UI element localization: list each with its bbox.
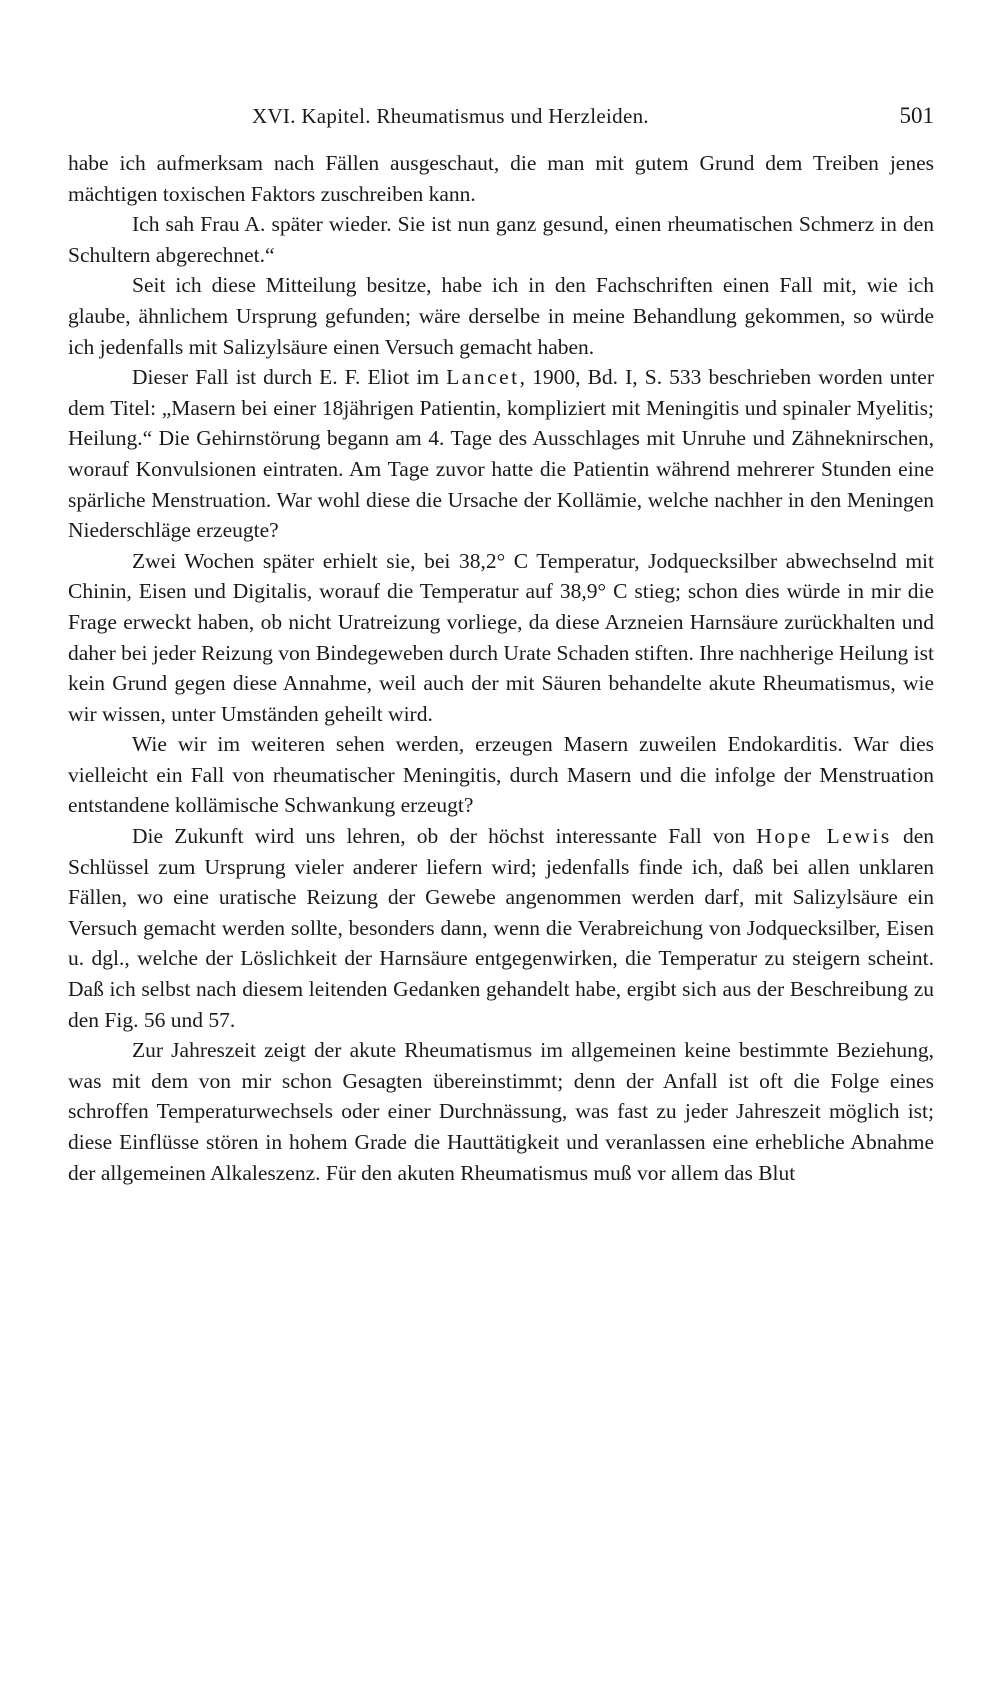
text-segment: Ich sah Frau A. später wieder. Sie ist nun ganz gesund, einen rheumatischen Schmerz in den Schultern abgerechnet.“ (68, 212, 934, 267)
chapter-title: XVI. Kapitel. Rheumatismus und Herzleiden. (252, 104, 649, 128)
text-segment: den Schlüssel zum Ursprung vieler anderer liefern wird; jedenfalls finde ich, daß bei allen unklaren Fällen, wo eine uratische Reizung der Gewebe angenommen werden darf, mit Salizylsäure ein Versuch gemacht werden sollte, besonders dann, wenn die Verabreichung von Jodquecksilber, Eisen u. dgl., welche der Löslichkeit der Harnsäure entgegenwirken, die Temperatur zu steigern scheint. Daß ich selbst nach diesem leitenden Gedanken gehandelt habe, ergibt sich aus der Beschreibung zu den Fig. 56 und 57. (68, 824, 934, 1032)
text-segment: habe ich aufmerksam nach Fällen ausgeschaut, die man mit gutem Grund dem Treiben jenes mächtigen toxischen Faktors zuschreiben kann. (68, 151, 934, 206)
text-segment: im (409, 365, 447, 390)
paragraph-1 (68, 148, 934, 209)
text-segment: Die Zukunft wird uns lehren, ob der höchst interessante Fall von (132, 824, 757, 849)
book-page (68, 96, 934, 1188)
text-segment: , 1900, Bd. I, S. 533 beschrieben worden unter dem Titel: „Masern bei einer 18jährigen Patientin, kompliziert mit Meningitis und spinaler Myelitis; Heilung.“ Die Gehirnstörung begann am 4. Tage des Ausschlages mit Unruhe und Zähneknirschen, worauf Konvulsionen eintraten. Am Tage zuvor hatte die Patientin während mehrerer Stunden eine spärliche Menstruation. War wohl diese die Ursache der Kollämie, welche nachher in den Meningen Niederschläge erzeugte? (68, 365, 934, 543)
page-number: 501 (899, 103, 934, 128)
paragraph-5 (68, 546, 934, 730)
paragraph-3 (68, 270, 934, 362)
text-segment: Wie wir im weiteren sehen werden, erzeugen Masern zuweilen Endokarditis. War dies vielleicht ein Fall von rheumatischer Meningitis, durch Masern und die infolge der Menstruation entstandene kollämische Schwankung erzeugt? (68, 732, 934, 818)
paragraph-6 (68, 729, 934, 821)
journal-name: Lancet (446, 365, 520, 390)
paragraph-4 (68, 362, 934, 546)
paragraph-2 (68, 209, 934, 270)
paragraph-8 (68, 1035, 934, 1188)
running-header (68, 96, 934, 136)
text-segment: Seit ich diese Mitteilung besitze, habe ich in den Fachschriften einen Fall mit, wie ich glaube, ähnlichem Ursprung gefunden; wäre derselbe in meine Behandlung gekommen, so würde ich jedenfalls mit Salizylsäure einen Versuch gemacht haben. (68, 273, 934, 359)
paragraph-7 (68, 821, 934, 1035)
author-name: E. F. Eliot (319, 365, 410, 390)
text-segment: Zwei Wochen später erhielt sie, bei 38,2° C Temperatur, Jodquecksilber abwechselnd mit Chinin, Eisen und Digitalis, worauf die Temperatur auf 38,9° C stieg; schon dies würde in mir die Frage erweckt haben, ob nicht Uratreizung vorliege, da diese Arzneien Harnsäure zurückhalten und daher bei jeder Reizung von Bindegeweben durch Urate Schaden stiften. Ihre nachherige Heilung ist kein Grund gegen diese Annahme, weil auch der mit Säuren behandelte akute Rheumatismus, wie wir wissen, unter Umständen geheilt wird. (68, 548, 934, 726)
text-segment: Dieser Fall ist durch (132, 365, 320, 390)
author-name: Hope Lewis (756, 824, 892, 849)
body-text (68, 148, 934, 1188)
text-segment: Zur Jahreszeit zeigt der akute Rheumatismus im allgemeinen keine bestimmte Beziehung, was mit dem von mir schon Gesagten übereinstimmt; denn der Anfall ist oft die Folge eines schroffen Temperaturwechsels oder einer Durchnässung, was fast zu jeder Jahreszeit möglich ist; diese Einflüsse stören in hohem Grade die Hauttätigkeit und veranlassen eine erhebliche Abnahme der allgemeinen Alkaleszenz. Für den akuten Rheumatismus muß vor allem das Blut (68, 1038, 934, 1185)
